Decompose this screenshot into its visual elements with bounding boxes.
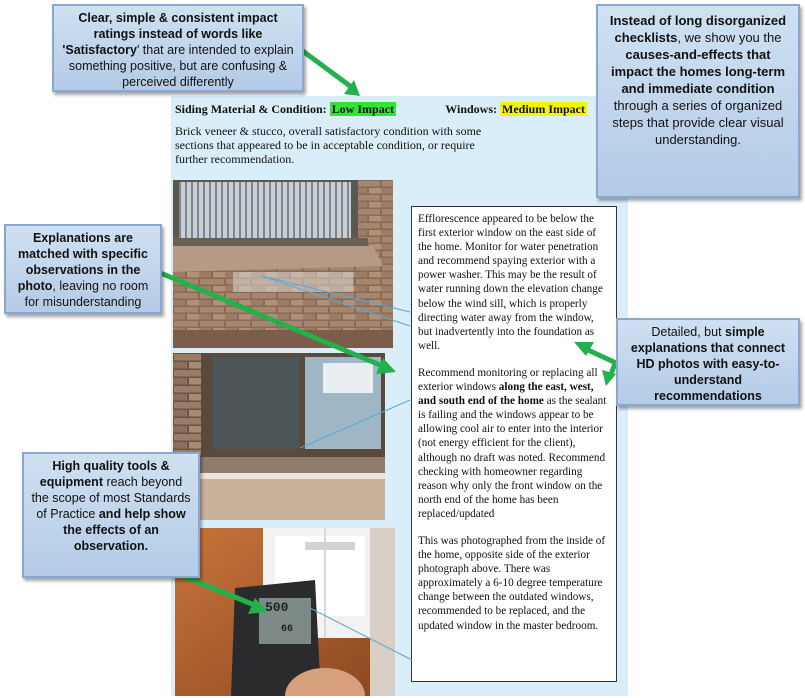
callout-checklists-text-1: Instead of long disorganized checklists <box>609 13 787 45</box>
efflorescence-paragraph: Efflorescence appeared to be below the first exterior window on the east side of the home. Monitor for water penetration and recommend spaying exterior with a power washer. This may be the result of water running down the elevation change below the wind sill, which is properly directing water away from the window, but inadvertently into the foundation as well. <box>418 213 603 352</box>
callout-checklists-text-3: causes-and-effects that impact the homes long-term and immediate condition <box>610 47 786 96</box>
callout-checklists-text-2: , we show you the <box>677 30 782 45</box>
windows-label: Windows: <box>445 102 497 116</box>
callout-impact-ratings <box>52 4 304 92</box>
arrows <box>148 46 616 614</box>
connector-lines <box>262 276 412 660</box>
windows-recommendation-text-c: as the sealant is failing and the windows appear to be allowing cool air to enter into the interior (not energy efficient for the client), although no draft was noted. Recommend checking with homeowner regarding reason why only the front window on the north end of the home has been replaced/updated <box>418 395 607 520</box>
callout-tools-text-2: reach beyond the scope of most Standards of Practice <box>31 475 191 521</box>
thermometer-paragraph: This was photographed from the inside of the home, opposite side of the exterior photograph above. There was approximately a 6-10 degree temperature change between the outdated windows, recommended to be replaced, and the updated window in the master bedroom. <box>418 534 606 632</box>
windows-recommendation-emphasis: along the east, west, and south end of the home <box>418 381 594 408</box>
callout-detailed-text-1: Detailed, but <box>651 325 726 339</box>
callout-impact-ratings-text-3: ' that are intended to explain something positive, but are confusing & perceived differently <box>68 43 294 89</box>
thermometer-reading-secondary: 66 <box>281 624 294 635</box>
siding-impact-badge: Low Impact <box>331 102 395 116</box>
windows-recommendation-text-a: Recommend monitoring or replacing all exterior windows <box>418 366 598 394</box>
callout-tools <box>22 452 200 578</box>
callout-tools-text-3: and help show the effects of an observation. <box>63 507 186 553</box>
callout-checklists <box>596 4 800 198</box>
callout-impact-ratings-text-1: Clear, simple & consistent impact ratings instead of words like ' <box>62 11 278 57</box>
callout-detailed-text-2: simple explanations that connect HD photos with easy-to-understand recommendations <box>630 325 786 403</box>
siding-summary: Brick veneer & stucco, overall satisfactory condition with some sections that appeared to be in acceptable condition, or require further recommendation. <box>175 124 482 166</box>
callout-explanations-text-2: , leaving no room for misunderstanding <box>24 279 149 309</box>
siding-label: Siding Material & Condition: <box>175 102 327 116</box>
callout-impact-ratings-text-2: Satisfactory <box>65 43 137 57</box>
callout-checklists-text-4: through a series of organized steps that provide clear visual understanding. <box>612 98 784 147</box>
callout-explanations <box>4 224 162 314</box>
windows-impact-badge: Medium Impact <box>502 102 585 116</box>
thermometer-reading-main: 500 <box>265 600 289 615</box>
callout-tools-text-1: High quality tools & equipment <box>39 459 170 489</box>
callout-detailed-explanations <box>616 318 800 406</box>
callout-explanations-text-1: Explanations are matched with specific observations in the photo <box>17 231 148 293</box>
